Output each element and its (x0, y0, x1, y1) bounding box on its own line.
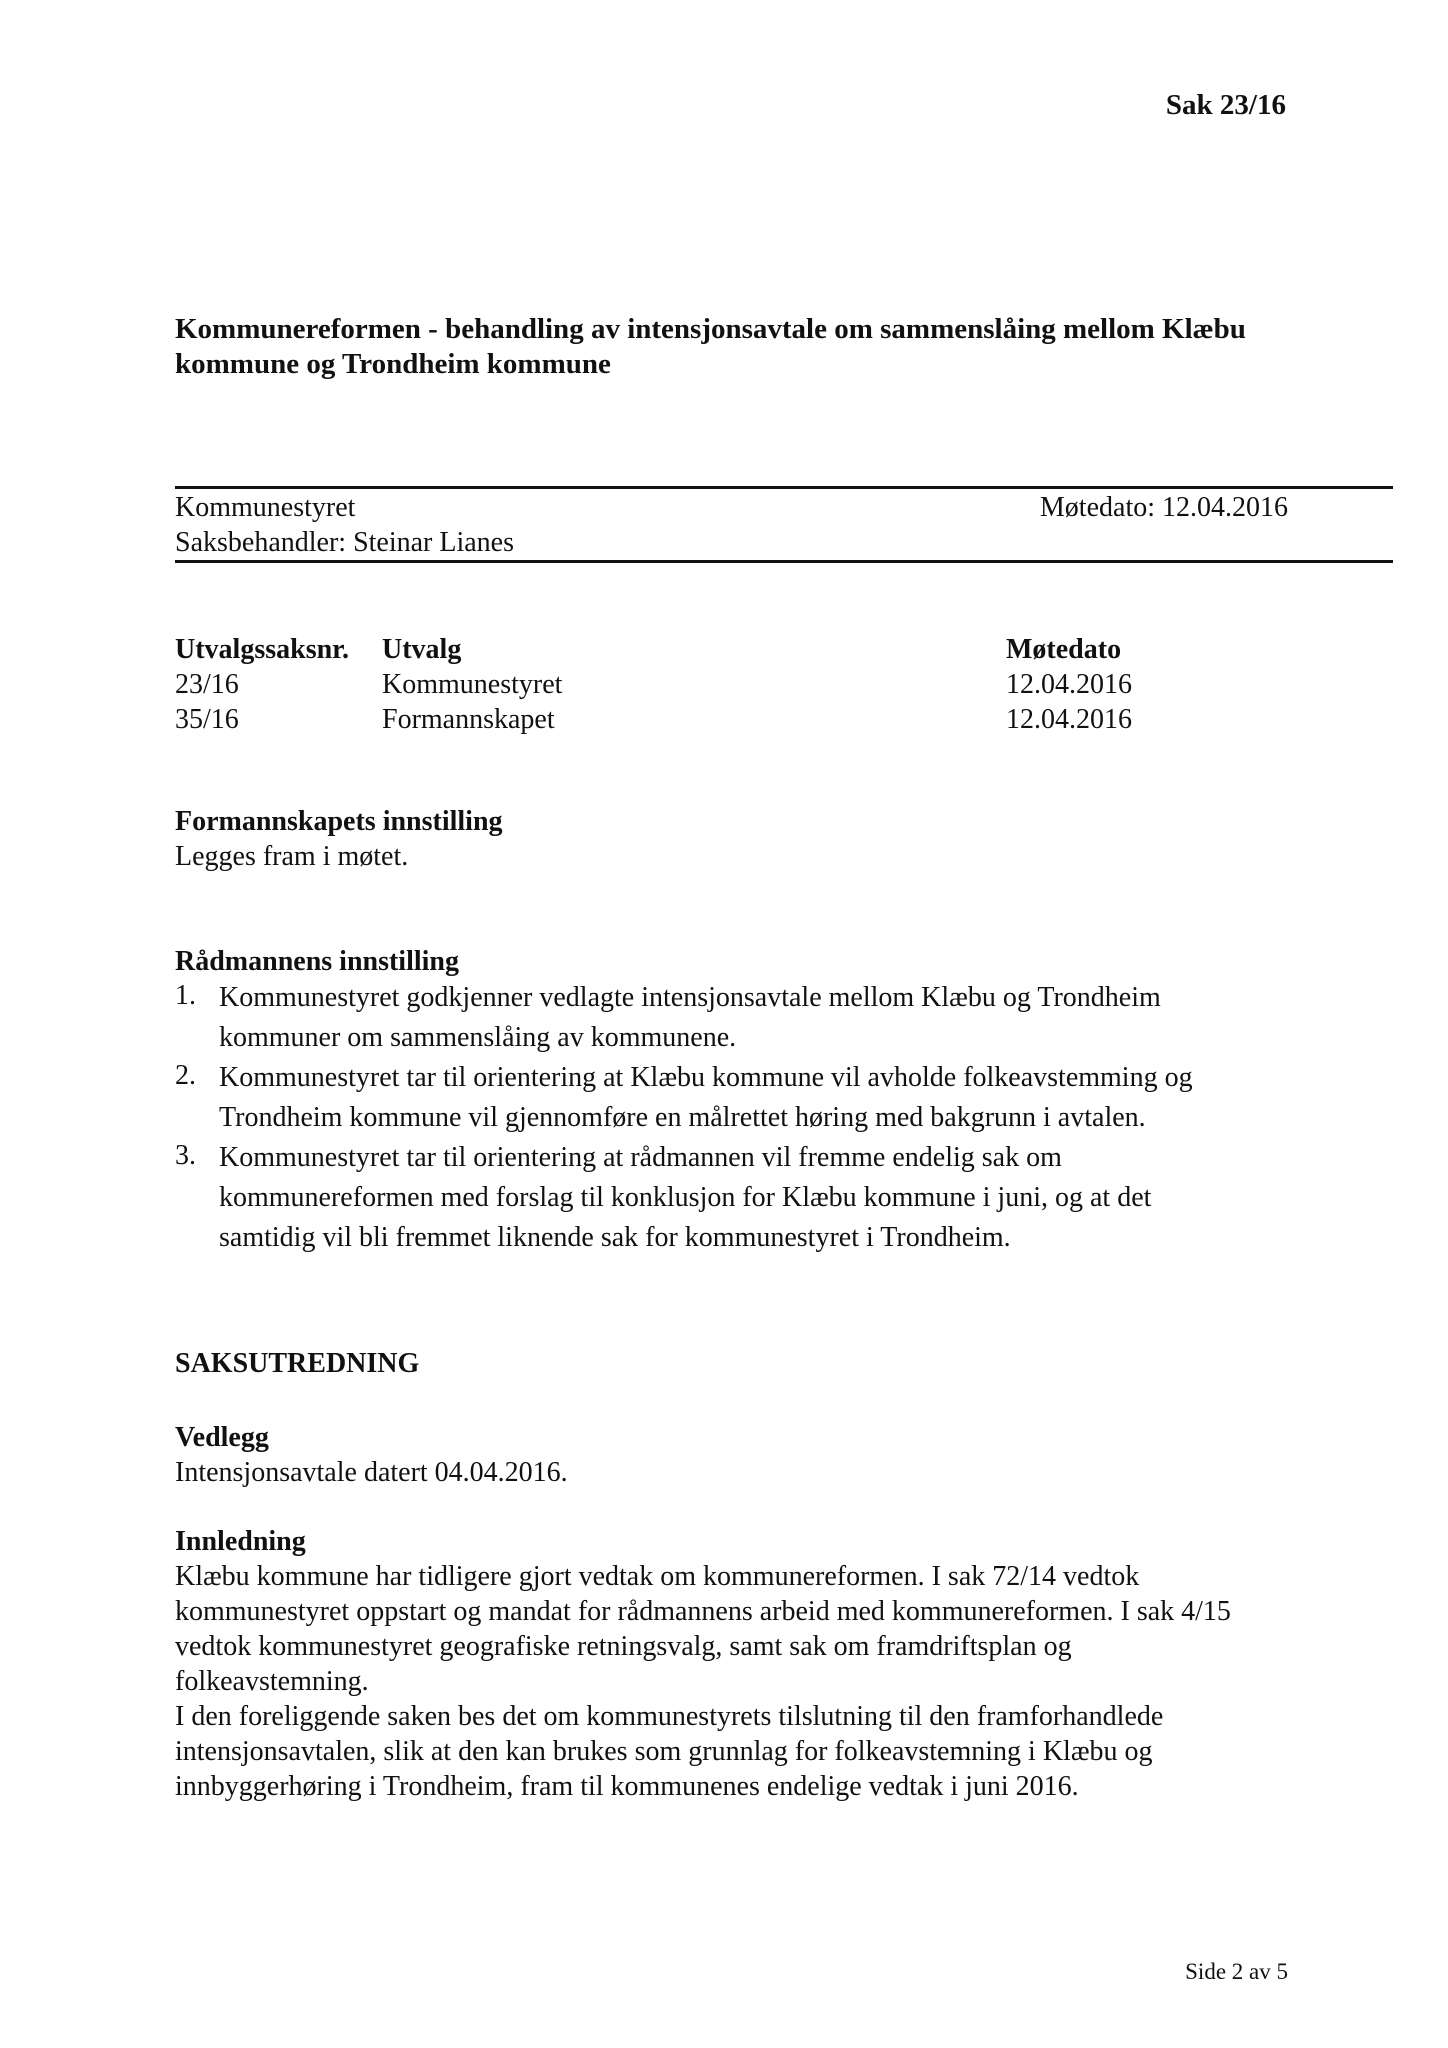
table-cell: 12.04.2016 (1006, 669, 1132, 700)
list-item-line: Trondheim kommune vil gjennomføre en målrettet høring med bakgrunn i avtalen. (219, 1102, 1146, 1133)
intro-line: I den foreliggende saken bes det om kommunestyrets tilslutning til den framforhandlede (175, 1701, 1164, 1732)
table-cell: 23/16 (175, 669, 239, 700)
intro-line: Klæbu kommune har tidligere gjort vedtak om kommunereformen. I sak 72/14 vedtok (175, 1561, 1140, 1592)
list-item-number: 2. (175, 1060, 196, 1091)
table-cell: 35/16 (175, 704, 239, 735)
table-cell: 12.04.2016 (1006, 704, 1132, 735)
intro-heading: Innledning (175, 1526, 306, 1557)
list-item-line: kommunereformen med forslag til konklusjon for Klæbu kommune i juni, og at det (219, 1182, 1152, 1213)
page-number: Side 2 av 5 (1185, 1959, 1288, 1984)
intro-line: vedtok kommunestyret geografiske retningsvalg, samt sak om framdriftsplan og (175, 1631, 1072, 1662)
meta-case-officer: Saksbehandler: Steinar Lianes (175, 527, 515, 558)
intro-line: folkeavstemning. (175, 1666, 369, 1697)
title-line-1: Kommunereformen - behandling av intensjonsavtale om sammenslåing mellom Klæbu (175, 313, 1246, 345)
document-title (175, 312, 1246, 382)
table-cell: Formannskapet (382, 704, 555, 735)
list-item-line: samtidig vil bli fremmet liknende sak for kommunestyret i Trondheim. (219, 1222, 1011, 1253)
committee-recommendation-heading: Formannskapets innstilling (175, 806, 503, 837)
list-item-line: Kommunestyret tar til orientering at Klæbu kommune vil avholde folkeavstemming og (219, 1062, 1193, 1093)
committee-recommendation-text: Legges fram i møtet. (175, 841, 409, 872)
case-number: Sak 23/16 (1165, 89, 1286, 121)
list-item-line: kommuner om sammenslåing av kommunene. (219, 1022, 737, 1053)
list-item-number: 3. (175, 1140, 196, 1171)
table-header-committee: Utvalg (382, 634, 462, 665)
list-item-line: Kommunestyret godkjenner vedlagte intensjonsavtale mellom Klæbu og Trondheim (219, 982, 1161, 1013)
list-item-number: 1. (175, 980, 196, 1011)
meta-bottom-rule (175, 560, 1393, 563)
intro-paragraph (175, 1559, 1231, 1804)
table-header-case-no: Utvalgssaksnr. (175, 634, 350, 665)
admin-recommendation-heading: Rådmannens innstilling (175, 946, 459, 977)
case-table (175, 632, 1175, 742)
attachments-heading: Vedlegg (175, 1422, 269, 1453)
table-cell: Kommunestyret (382, 669, 563, 700)
intro-line: innbyggerhøring i Trondheim, fram til kommunenes endelige vedtak i juni 2016. (175, 1771, 1079, 1802)
attachments-text: Intensjonsavtale datert 04.04.2016. (175, 1457, 568, 1488)
intro-line: intensjonsavtalen, slik at den kan brukes som grunnlag for folkeavstemning i Klæbu og (175, 1736, 1153, 1767)
meta-body: Kommunestyret (175, 492, 356, 523)
meta-meeting-date: Møtedato: 12.04.2016 (1039, 492, 1288, 523)
title-line-2: kommune og Trondheim kommune (175, 348, 611, 380)
intro-line: kommunestyret oppstart og mandat for rådmannens arbeid med kommunereformen. I sak 4/15 (175, 1596, 1231, 1627)
list-item-line: Kommunestyret tar til orientering at rådmannen vil fremme endelig sak om (219, 1142, 1062, 1173)
table-header-meeting-date: Møtedato (1006, 634, 1122, 665)
case-report-heading: SAKSUTREDNING (175, 1348, 420, 1379)
meta-top-rule (175, 486, 1393, 489)
